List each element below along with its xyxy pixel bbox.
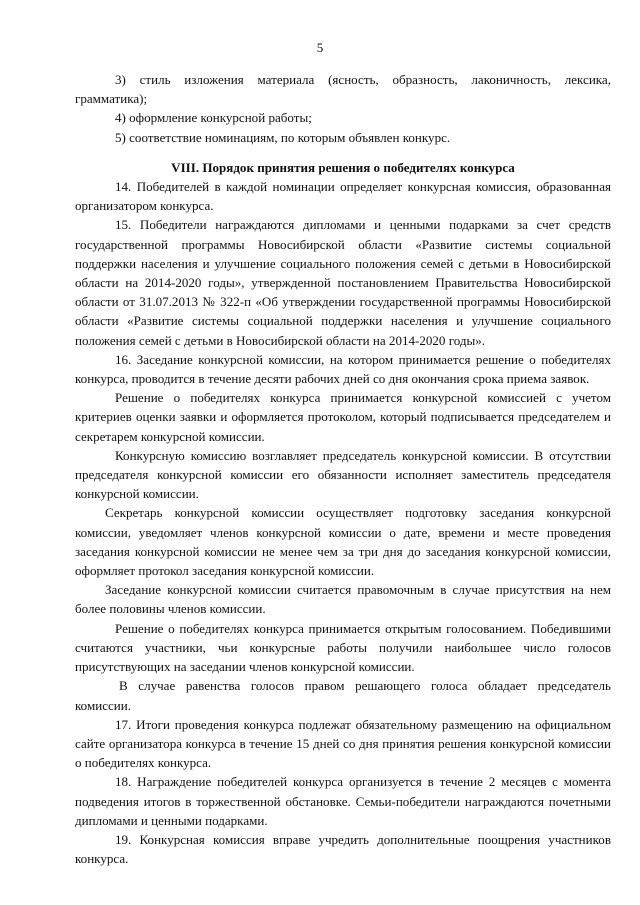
page-number: 5 xyxy=(316,40,324,55)
paragraph-tie-vote: В случае равенства голосов правом решающего голоса обладает председатель комиссии. xyxy=(75,678,611,713)
paragraph-open-voting: Решение о победителях конкурса принимается открытым голосованием. Победившими считаются участники, чьи конкурсные работы получили наибольшее число голосов присутствующих на заседании членов конкурсной комиссии. xyxy=(75,620,611,675)
paragraph-quorum: Заседание конкурсной комиссии считается правомочным в случае присутствия на нем более половины членов комиссии. xyxy=(75,582,611,617)
paragraph-17: 17. Итоги проведения конкурса подлежат обязательному размещению на официальном сайте организатора конкурса в течение 15 дней со дня принятия решения конкурсной комиссии о победителях конкурса. xyxy=(75,716,611,771)
paragraph-18: 18. Награждение победителей конкурса организуется в течение 2 месяцев с момента подведения итогов в торжественной обстановке. Семьи-победители награждаются почетными дипломами и ценными подарками. xyxy=(75,774,611,828)
criteria-item-design: 4) оформление конкурсной работы; xyxy=(115,110,312,126)
paragraph-19: 19. Конкурсная комиссия вправе учредить дополнительные поощрения участников конкурса. xyxy=(75,831,611,867)
document-body xyxy=(75,70,611,868)
paragraph-decision-protocol: Решение о победителях конкурса принимается конкурсной комиссией с учетом критериев оценки заявки и оформляется протоколом, который подписывается председателем и секретарем конкурсной комиссии. xyxy=(75,390,611,444)
paragraph-14: 14. Победителей в каждой номинации определяет конкурсная комиссия, образованная организатором конкурса. xyxy=(75,179,611,214)
paragraph-chairman: Конкурсную комиссию возглавляет председатель конкурсной комиссии. В отсутствии председателя конкурсной комиссии его обязанности исполняет заместитель председателя конкурсной комиссии. xyxy=(75,447,611,502)
criteria-item-nominations: 5) соответствие номинациям, по которым объявлен конкурс. xyxy=(115,129,451,145)
paragraph-secretary: Секретарь конкурсной комиссии осуществляет подготовку заседания конкурсной комиссии, уведомляет членов конкурсной комиссии о дате, времени и месте проведения заседания конкурсной комиссии не менее чем за три дня до заседания конкурсной комиссии, оформляет протокол заседания конкурсной комиссии. xyxy=(75,505,611,579)
paragraph-15: 15. Победители награждаются дипломами и ценными подарками за счет средств государственной программы Новосибирской области «Развитие системы социальной поддержки населения и улучшение социального положения семей с детьми в Новосибирской области на 2014-2020 годы», утвержденной постановлением Правительства Новосибирской области от 31.07.2013 № 322-п «Об утверждении государственной программы Новосибирской области «Развитие системы социальной поддержки населения и улучшение социального положения семей с детьми в Новосибирской области на 2014-2020 годы». xyxy=(75,217,611,348)
criteria-item-style: 3) стиль изложения материала (ясность, образность, лаконичность, лексика, грамматика); xyxy=(75,72,611,107)
section-heading: VIII. Порядок принятия решения о победителях конкурса xyxy=(171,159,515,175)
paragraph-16: 16. Заседание конкурсной комиссии, на котором принимается решение о победителях конкурса, проводится в течение десяти рабочих дней со дня окончания срока приема заявок. xyxy=(75,351,611,387)
